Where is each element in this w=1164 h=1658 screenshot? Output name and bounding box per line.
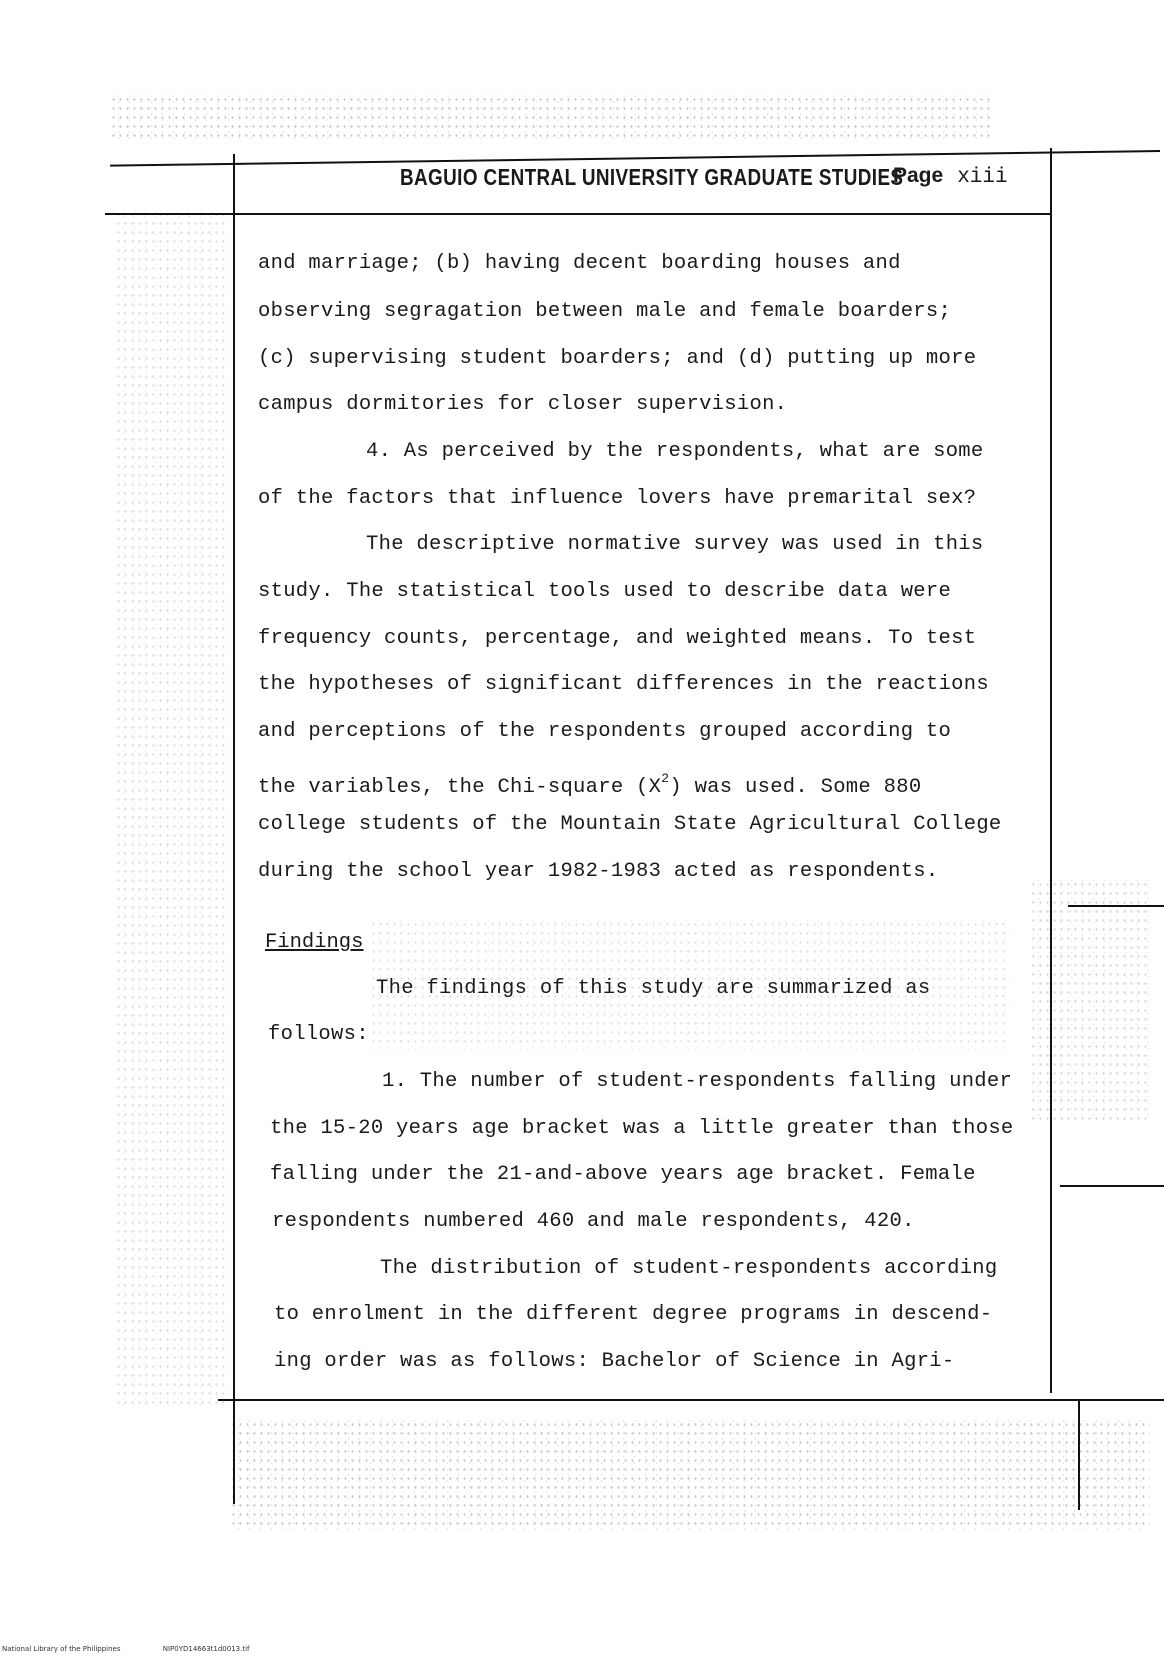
right-vertical-rule — [1050, 148, 1052, 1393]
chi-square-tail: ) was used. Some 880 — [669, 776, 922, 799]
right-short-rule-1 — [1068, 905, 1164, 907]
body-line: campus dormitories for closer supervision. — [258, 393, 788, 416]
chi-square-text: the variables, the Chi-square (X — [258, 776, 662, 799]
header-bottom-rule — [105, 213, 1050, 215]
scan-noise-top — [110, 95, 990, 140]
file-identifier: NIP0YD14663t1d0013.tif — [162, 1645, 250, 1653]
body-line: and marriage; (b) having decent boarding houses and — [258, 252, 901, 275]
body-line: frequency counts, percentage, and weighted means. To test — [258, 627, 977, 650]
findings-line: follows: — [268, 1023, 369, 1046]
body-line: 4. As perceived by the respondents, what are some — [366, 440, 984, 463]
page-label: Page — [893, 164, 944, 187]
body-line: college students of the Mountain State Agricultural College — [258, 813, 1002, 836]
university-header: BAGUIO CENTRAL UNIVERSITY GRADUATE STUDIES — [400, 164, 904, 190]
findings-line: falling under the 21-and-above years age bracket. Female — [270, 1163, 976, 1186]
page-number — [893, 164, 1008, 189]
findings-line: 1. The number of student-respondents falling under — [382, 1070, 1013, 1093]
findings-line: ing order was as follows: Bachelor of Science in Agri- — [274, 1350, 955, 1373]
chi-square-superscript: 2 — [661, 771, 670, 786]
body-line: the hypotheses of significant differences in the reactions — [258, 673, 989, 696]
body-line: (c) supervising student boarders; and (d) putting up more — [258, 347, 977, 370]
findings-line: to enrolment in the different degree programs in descend- — [274, 1303, 993, 1326]
findings-line: the 15-20 years age bracket was a little greater than those — [270, 1117, 1014, 1140]
scan-noise-bottom — [230, 1420, 1150, 1530]
page-roman-numeral: xiii — [957, 166, 1008, 189]
bottom-horizontal-rule — [218, 1399, 1164, 1401]
findings-line: respondents numbered 460 and male respondents, 420. — [272, 1210, 915, 1233]
scan-footer — [2, 1645, 289, 1653]
left-vertical-rule — [233, 154, 235, 1504]
body-line: and perceptions of the respondents grouped according to — [258, 720, 952, 743]
findings-line: The distribution of student-respondents according — [380, 1257, 998, 1280]
body-line-chi-square — [258, 767, 921, 800]
scan-noise-left — [115, 210, 225, 1410]
body-line: The descriptive normative survey was used in this — [366, 533, 984, 556]
right-outer-rule — [1078, 1400, 1080, 1510]
right-short-rule-2 — [1060, 1185, 1164, 1187]
findings-line: The findings of this study are summarized as — [376, 977, 931, 1000]
scan-noise-right — [1030, 880, 1150, 1120]
findings-heading: Findings — [265, 931, 364, 954]
body-line: study. The statistical tools used to describe data were — [258, 580, 952, 603]
body-line: during the school year 1982-1983 acted as respondents. — [258, 860, 939, 883]
library-credit: National Library of the Philippines — [2, 1645, 121, 1653]
body-line: observing segragation between male and female boarders; — [258, 300, 952, 323]
body-line: of the factors that influence lovers have premarital sex? — [258, 487, 977, 510]
